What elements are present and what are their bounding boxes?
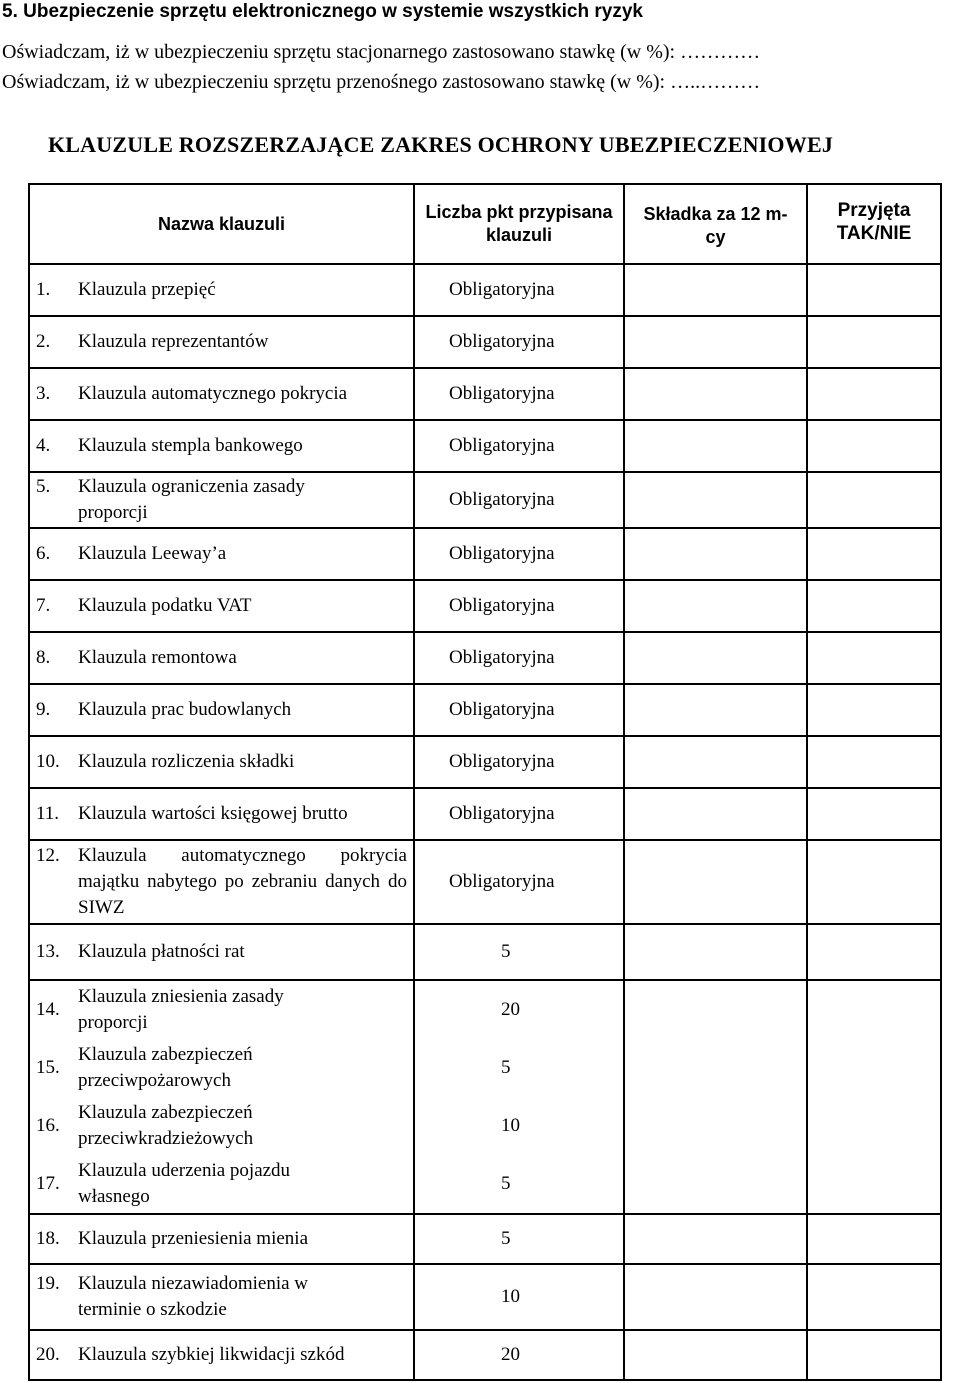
clause-points: Obligatoryjna [414, 632, 624, 684]
table-row [29, 1264, 941, 1330]
clause-name-cell [29, 736, 414, 788]
clause-name-cell [29, 316, 414, 368]
clause-points: Obligatoryjna [414, 316, 624, 368]
clause-points: Obligatoryjna [414, 788, 624, 840]
list-item [36, 1155, 407, 1213]
header-row [29, 184, 941, 264]
clause-name: Klauzula stempla bankowego [78, 435, 303, 456]
stationary-rate-declaration: Oświadczam, iż w ubezpieczeniu sprzętu stacjonarnego zastosowano stawkę (w %): ………… [2, 41, 761, 63]
accepted-cell[interactable] [807, 368, 941, 420]
clause-name-cell [29, 368, 414, 420]
clause-name: Klauzula przeniesienia mienia [78, 1228, 309, 1249]
clause-name-cell [29, 924, 414, 980]
clause-name-cell [29, 980, 414, 1214]
table-row [29, 736, 941, 788]
clause-name-cell [29, 632, 414, 684]
accepted-cell[interactable] [807, 316, 941, 368]
clause-name: Klauzula zabezpieczeń przeciwkradzieżowych [78, 1102, 254, 1149]
accepted-cell[interactable] [807, 580, 941, 632]
clause-name: Klauzula przepięć [78, 279, 216, 300]
clause-points: 5 [414, 924, 624, 980]
clause-number: 10. [36, 751, 60, 772]
table-row [29, 840, 941, 924]
clause-number: 18. [36, 1228, 60, 1249]
table-row [29, 788, 941, 840]
accepted-cell[interactable] [807, 924, 941, 980]
clause-number: 11. [36, 803, 60, 824]
table-row [29, 1214, 941, 1264]
clause-points: 5 [501, 1057, 511, 1078]
clause-number: 4. [36, 435, 51, 456]
accepted-cell[interactable] [807, 980, 941, 1214]
accepted-cell[interactable] [807, 632, 941, 684]
clause-points: Obligatoryjna [414, 684, 624, 736]
accepted-cell[interactable] [807, 788, 941, 840]
table-row [29, 528, 941, 580]
accepted-cell[interactable] [807, 1214, 941, 1264]
clause-points: Obligatoryjna [414, 528, 624, 580]
premium-cell[interactable] [624, 528, 807, 580]
clause-name-cell [29, 788, 414, 840]
clause-name: Klauzula szybkiej likwidacji szkód [78, 1344, 345, 1365]
clause-points: Obligatoryjna [414, 264, 624, 316]
clause-name: Klauzula ograniczenia zasady proporcji [78, 476, 305, 523]
clause-name-cell [29, 1264, 414, 1330]
table-row-group [29, 980, 941, 1214]
table-row [29, 684, 941, 736]
premium-cell[interactable] [624, 840, 807, 924]
clause-number: 8. [36, 647, 51, 668]
clause-number: 9. [36, 699, 51, 720]
clause-name-cell [29, 1330, 414, 1380]
clause-name: Klauzula automatycznego pokrycia [78, 383, 348, 404]
table-row [29, 316, 941, 368]
clause-number: 14. [36, 999, 60, 1020]
header-points: Liczba pkt przypisana klauzuli [414, 184, 624, 264]
table-row [29, 420, 941, 472]
clause-name-cell [29, 472, 414, 528]
clause-points: 20 [501, 999, 520, 1020]
portable-rate-declaration: Oświadczam, iż w ubezpieczeniu sprzętu przenośnego zastosowano stawkę (w %): …..……… [2, 71, 761, 93]
clause-name-cell [29, 580, 414, 632]
clause-name: Klauzula zniesienia zasady proporcji [78, 986, 284, 1033]
clause-number: 2. [36, 331, 51, 352]
premium-cell[interactable] [624, 264, 807, 316]
premium-cell[interactable] [624, 368, 807, 420]
table-row [29, 632, 941, 684]
clause-number: 5. [36, 476, 51, 497]
table-row [29, 1330, 941, 1380]
clause-points-cell [414, 980, 624, 1214]
clause-points: Obligatoryjna [414, 736, 624, 788]
clause-points: 20 [414, 1330, 624, 1380]
accepted-cell[interactable] [807, 420, 941, 472]
header-accepted: Przyjęta TAK/NIE [807, 184, 941, 264]
clause-number: 13. [36, 941, 60, 962]
clause-name: Klauzula rozliczenia składki [78, 751, 295, 772]
premium-cell[interactable] [624, 980, 807, 1214]
clause-number: 16. [36, 1115, 60, 1136]
clause-name: Klauzula remontowa [78, 647, 237, 668]
list-item [36, 981, 407, 1039]
clause-number: 7. [36, 595, 51, 616]
clause-number: 15. [36, 1057, 60, 1078]
clause-name: Klauzula uderzenia pojazdu własnego [78, 1160, 291, 1207]
clause-number: 12. [36, 845, 60, 866]
accepted-cell[interactable] [807, 264, 941, 316]
clause-points: 5 [414, 1214, 624, 1264]
premium-cell[interactable] [624, 736, 807, 788]
table-row [29, 580, 941, 632]
accepted-cell[interactable] [807, 472, 941, 528]
table-row [29, 472, 941, 528]
clauses-title: KLAUZULE ROZSZERZAJĄCE ZAKRES OCHRONY UBEZPIECZENIOWEJ [48, 132, 834, 157]
clause-points: 10 [501, 1115, 520, 1136]
premium-cell[interactable] [624, 924, 807, 980]
clause-name: Klauzula automatycznego pokrycia majątku nabytego po zebraniu danych do SIWZ [78, 845, 407, 918]
header-premium: Składka za 12 m-cy [624, 184, 807, 264]
clause-points: Obligatoryjna [414, 840, 624, 924]
clause-points: 10 [414, 1264, 624, 1330]
clause-name: Klauzula zabezpieczeń przeciwpożarowych [78, 1044, 253, 1091]
clause-points: Obligatoryjna [414, 472, 624, 528]
clause-name-cell [29, 684, 414, 736]
clause-name: Klauzula Leeway’a [78, 543, 227, 564]
list-item [36, 1097, 407, 1155]
clause-number: 19. [36, 1273, 60, 1294]
clause-name: Klauzula podatku VAT [78, 595, 252, 616]
premium-cell[interactable] [624, 472, 807, 528]
clause-points: Obligatoryjna [414, 368, 624, 420]
accepted-cell[interactable] [807, 840, 941, 924]
clause-name-cell [29, 840, 414, 924]
premium-cell[interactable] [624, 316, 807, 368]
clause-name-cell [29, 528, 414, 580]
premium-cell[interactable] [624, 580, 807, 632]
clauses-table [28, 183, 942, 1381]
premium-cell[interactable] [624, 1330, 807, 1380]
table-row [29, 264, 941, 316]
clause-points: Obligatoryjna [414, 580, 624, 632]
clause-points: 5 [501, 1173, 511, 1194]
clause-number: 20. [36, 1344, 60, 1365]
list-item [36, 1039, 407, 1097]
table-row [29, 368, 941, 420]
clause-name: Klauzula prac budowlanych [78, 699, 292, 720]
section-heading: 5. Ubezpieczenie sprzętu elektronicznego w systemie wszystkich ryzyk [2, 1, 643, 22]
table-row [29, 924, 941, 980]
clause-number: 1. [36, 279, 51, 300]
clause-points: Obligatoryjna [414, 420, 624, 472]
premium-cell[interactable] [624, 420, 807, 472]
clause-number: 3. [36, 383, 51, 404]
accepted-cell[interactable] [807, 528, 941, 580]
accepted-cell[interactable] [807, 684, 941, 736]
clause-name-cell [29, 1214, 414, 1264]
clause-name-cell [29, 420, 414, 472]
clause-name: Klauzula reprezentantów [78, 331, 269, 352]
clause-name: Klauzula wartości księgowej brutto [78, 803, 348, 824]
clause-name: Klauzula niezawiadomienia w terminie o szkodzie [78, 1273, 309, 1320]
premium-cell[interactable] [624, 1214, 807, 1264]
clause-name: Klauzula płatności rat [78, 941, 245, 962]
accepted-cell[interactable] [807, 1264, 941, 1330]
premium-cell[interactable] [624, 684, 807, 736]
accepted-cell[interactable] [807, 1330, 941, 1380]
clause-number: 17. [36, 1173, 60, 1194]
premium-cell[interactable] [624, 788, 807, 840]
accepted-cell[interactable] [807, 736, 941, 788]
clause-number: 6. [36, 543, 51, 564]
premium-cell[interactable] [624, 1264, 807, 1330]
header-clause-name: Nazwa klauzuli [29, 184, 414, 264]
premium-cell[interactable] [624, 632, 807, 684]
clause-name-cell [29, 264, 414, 316]
